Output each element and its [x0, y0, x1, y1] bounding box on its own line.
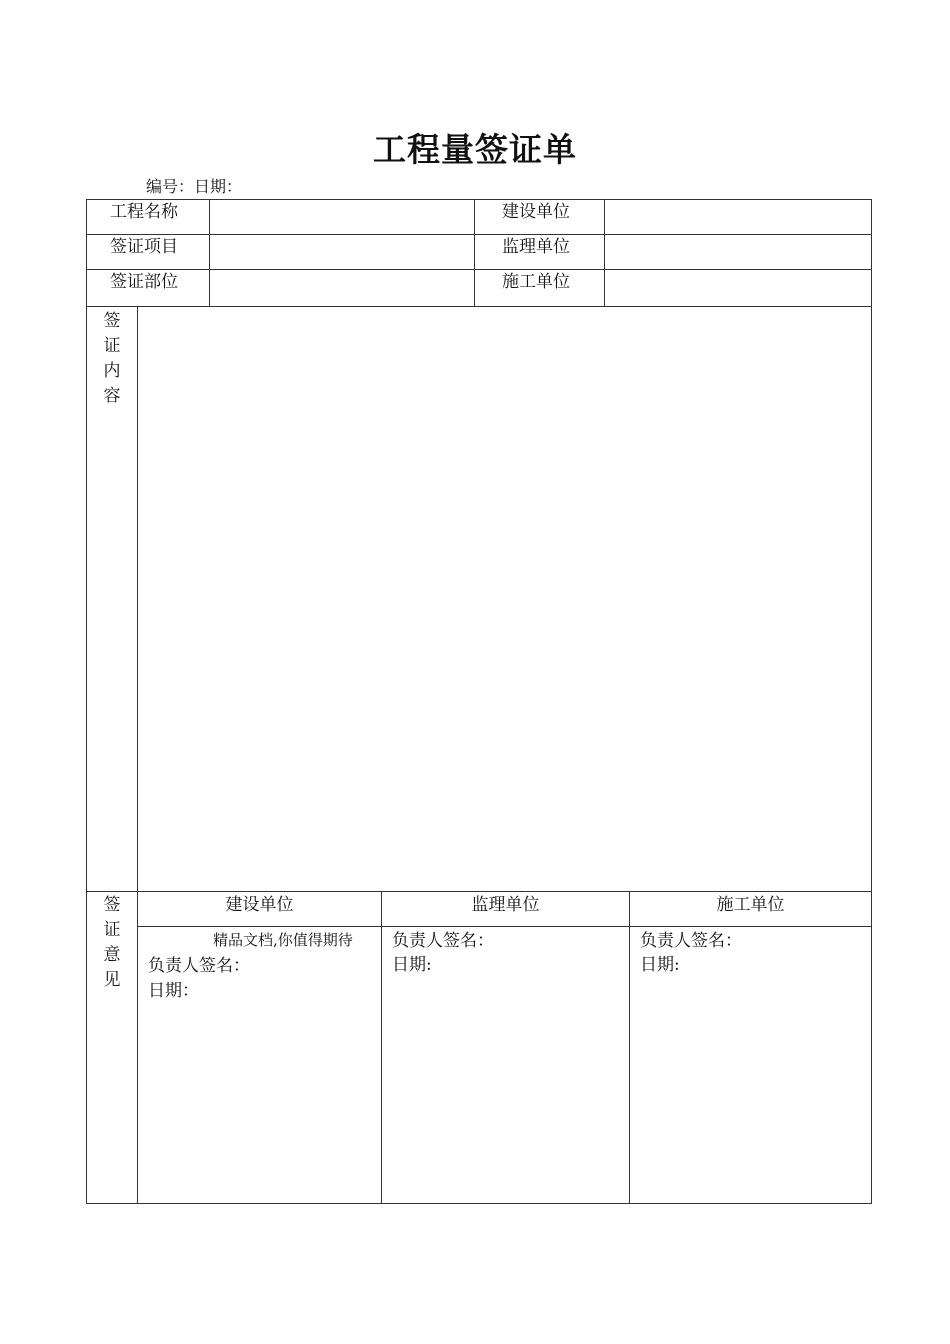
content-area[interactable]: [138, 307, 871, 891]
opinion-owner-header: 建设单位: [225, 895, 294, 915]
contractor-signer-label: 负责人签名：: [640, 931, 742, 951]
grid-line: [137, 926, 872, 927]
location-label: 签证部位: [110, 272, 178, 292]
grid-line: [629, 891, 630, 1204]
item-label: 签证项目: [110, 237, 178, 257]
owner-label: 建设单位: [502, 202, 570, 222]
grid-line: [474, 199, 475, 307]
location-value[interactable]: [210, 270, 474, 306]
number-date-line: 编号：日期：: [146, 177, 243, 196]
content-label-char: 证: [103, 336, 121, 356]
watermark-text: 精品文档,你值得期待: [213, 931, 353, 949]
content-label: [87, 309, 137, 409]
owner-signer-label: 负责人签名：: [148, 956, 250, 976]
supervisor-value[interactable]: [605, 235, 871, 269]
grid-line: [86, 891, 872, 892]
opinion-contractor-header: 施工单位: [716, 895, 785, 915]
owner-value[interactable]: [605, 200, 871, 234]
project-name-value[interactable]: [210, 200, 474, 234]
project-name-label: 工程名称: [110, 202, 178, 222]
item-value[interactable]: [210, 235, 474, 269]
opinion-supervisor-header: 监理单位: [471, 895, 540, 915]
owner-date-label: 日期：: [148, 981, 199, 1001]
page-title: 工程量签证单: [373, 130, 577, 169]
grid-line: [871, 199, 872, 1204]
supervisor-date-label: 日期:: [392, 955, 432, 975]
content-label-char: 容: [103, 386, 121, 406]
supervisor-label: 监理单位: [502, 237, 570, 257]
opinion-label-char: 意: [103, 945, 121, 965]
content-label-char: 签: [103, 311, 121, 331]
opinion-label-char: 签: [103, 895, 121, 915]
opinion-label: [87, 893, 137, 993]
opinion-label-char: 见: [103, 970, 121, 990]
contractor-date-label: 日期:: [640, 955, 680, 975]
grid-line: [86, 1203, 872, 1204]
opinion-label-char: 证: [103, 920, 121, 940]
contractor-label: 施工单位: [502, 272, 570, 292]
content-label-char: 内: [103, 361, 121, 381]
grid-line: [381, 891, 382, 1204]
contractor-value[interactable]: [605, 270, 871, 306]
supervisor-signer-label: 负责人签名：: [392, 931, 494, 951]
